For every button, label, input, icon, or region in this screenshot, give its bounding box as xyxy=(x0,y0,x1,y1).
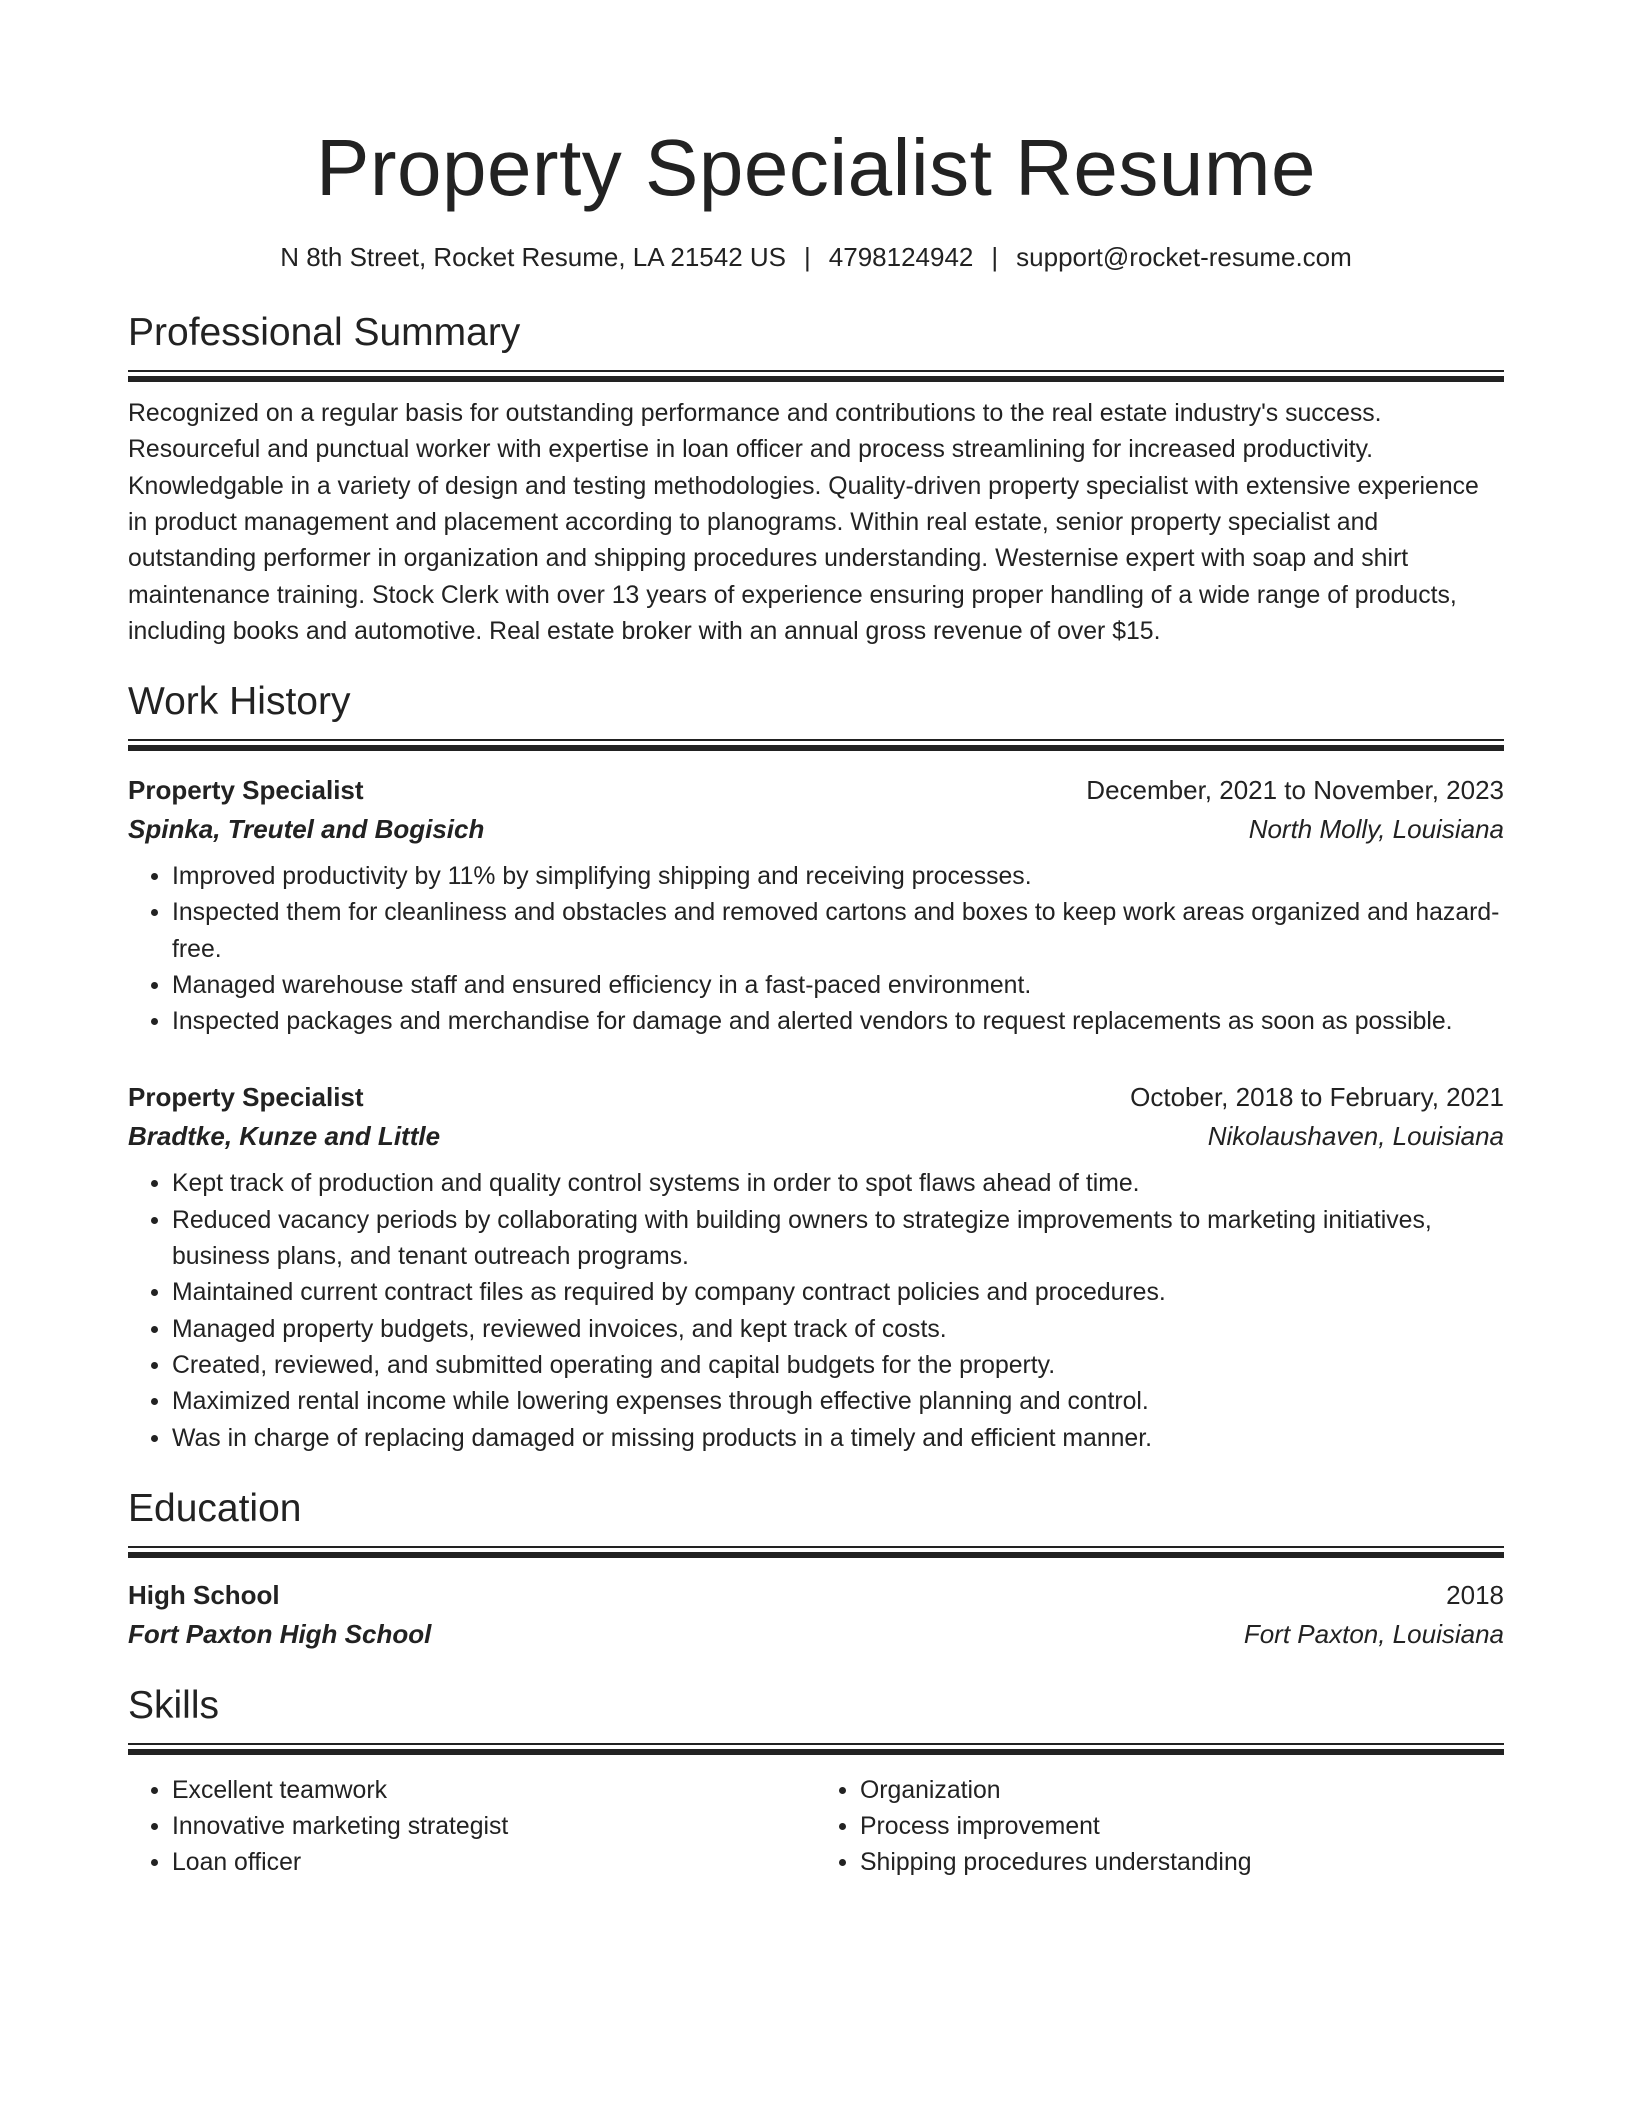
list-item: • Improved productivity by 11% by simplifying shipping and receiving processes. xyxy=(172,859,1504,895)
list-item: • Maintained current contract files as required by company contract policies and procedures. xyxy=(172,1275,1504,1311)
job-header-row xyxy=(128,771,1504,810)
list-item: • Created, reviewed, and submitted operating and capital budgets for the property. xyxy=(172,1348,1504,1384)
contact-address: N 8th Street, Rocket Resume, LA 21542 US xyxy=(280,242,787,272)
list-item: • Managed property budgets, reviewed invoices, and kept track of costs. xyxy=(172,1312,1504,1348)
summary-text: Recognized on a regular basis for outstanding performance and contributions to the real estate industry's success. Resourceful and punctual worker with expertise in loan officer and process streamlining for increased productivity. Knowledgable in a variety of design and testing methodologies. Quality-driven property specialist with extensive experience in product management and placement according to planograms. Within real estate, senior property specialist and outstanding performer in organization and shipping procedures understanding. Westernise expert with soap and shirt maintenance training. Stock Clerk with over 13 years of experience ensuring proper handling of a wide range of products, including books and automotive. Real estate broker with an annual gross revenue of over $15. xyxy=(128,400,1479,645)
list-item: • Managed warehouse staff and ensured efficiency in a fast-paced environment. xyxy=(172,968,1504,1004)
list-item: • Was in charge of replacing damaged or missing products in a timely and efficient manner. xyxy=(172,1421,1504,1457)
job-dates: December, 2021 to November, 2023 xyxy=(1086,774,1504,805)
education-location: Fort Paxton, Louisiana xyxy=(1243,1618,1504,1649)
education-entry xyxy=(128,1576,1504,1654)
job-bullets xyxy=(128,859,1504,1040)
job-location: North Molly, Louisiana xyxy=(1248,813,1504,844)
job-dates: October, 2018 to February, 2021 xyxy=(1130,1082,1504,1113)
job-location: Nikolaushaven, Louisiana xyxy=(1207,1121,1504,1152)
section-heading-skills: Skills xyxy=(128,1683,220,1727)
list-item: • Organization xyxy=(860,1773,1504,1809)
contact-separator: | xyxy=(991,242,999,272)
summary-section xyxy=(128,311,1504,650)
contact-line xyxy=(128,242,1504,273)
section-divider xyxy=(128,739,1504,751)
education-school-row xyxy=(128,1615,1504,1654)
job-company: Spinka, Treutel and Bogisich xyxy=(128,813,485,844)
job-company-row xyxy=(128,1117,1504,1156)
list-item: • Process improvement xyxy=(860,1809,1504,1845)
list-item: • Shipping procedures understanding xyxy=(860,1845,1504,1881)
skills-list-left xyxy=(128,1773,816,1882)
list-item: • Loan officer xyxy=(172,1845,816,1881)
work-history-section xyxy=(128,680,1504,1457)
contact-email[interactable]: support@rocket-resume.com xyxy=(1016,242,1352,272)
section-heading-education: Education xyxy=(128,1486,302,1530)
section-heading-work-history: Work History xyxy=(128,680,351,724)
job-header-row xyxy=(128,1078,1504,1117)
list-item: • Maximized rental income while lowering expenses through effective planning and control. xyxy=(172,1384,1504,1420)
resume-title: Property Specialist Resume xyxy=(315,123,1317,212)
job-title: Property Specialist xyxy=(128,1082,364,1113)
section-divider xyxy=(128,1743,1504,1755)
list-item: • Inspected packages and merchandise for damage and alerted vendors to request replacements as soon as possible. xyxy=(172,1004,1504,1040)
list-item: • Innovative marketing strategist xyxy=(172,1809,816,1845)
list-item: • Excellent teamwork xyxy=(172,1773,816,1809)
list-item: • Inspected them for cleanliness and obstacles and removed cartons and boxes to keep work areas organized and hazard-free. xyxy=(172,895,1504,968)
job-bullets xyxy=(128,1166,1504,1456)
list-item: • Reduced vacancy periods by collaborating with building owners to strategize improvements to marketing initiatives, business plans, and tenant outreach programs. xyxy=(172,1203,1504,1276)
section-divider xyxy=(128,1546,1504,1558)
education-school: Fort Paxton High School xyxy=(128,1618,432,1649)
contact-phone[interactable]: 4798124942 xyxy=(828,242,974,272)
job-entry xyxy=(128,771,1504,1040)
skills-list-right xyxy=(816,1773,1504,1882)
section-divider xyxy=(128,370,1504,382)
education-degree: High School xyxy=(128,1579,280,1610)
contact-separator: | xyxy=(804,242,811,272)
job-title: Property Specialist xyxy=(128,774,364,805)
education-section xyxy=(128,1487,1504,1654)
job-company: Bradtke, Kunze and Little xyxy=(128,1121,441,1152)
skills-section xyxy=(128,1684,1504,1882)
job-entry xyxy=(128,1078,1504,1456)
education-header-row xyxy=(128,1576,1504,1615)
list-item: • Kept track of production and quality control systems in order to spot flaws ahead of time. xyxy=(172,1166,1504,1202)
education-year: 2018 xyxy=(1446,1579,1504,1610)
section-heading-summary: Professional Summary xyxy=(128,311,521,355)
job-company-row xyxy=(128,810,1504,849)
skills-columns xyxy=(128,1773,1504,1882)
